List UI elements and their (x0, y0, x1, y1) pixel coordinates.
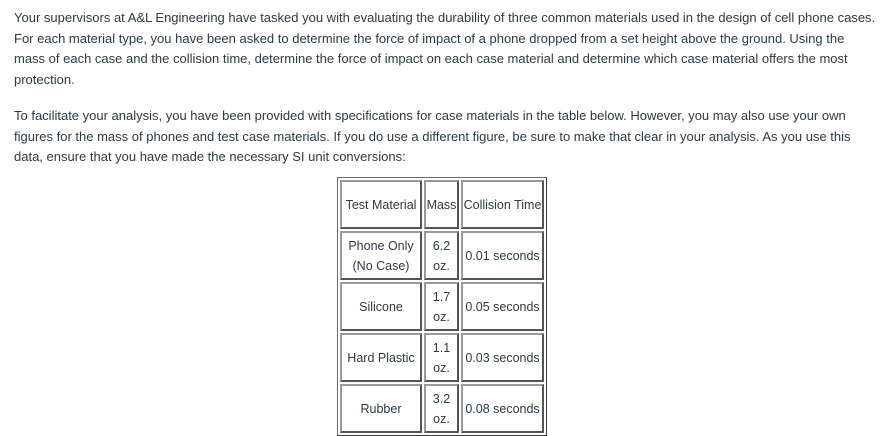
instructions-paragraph: To facilitate your analysis, you have been provided with specifications for case materials in the table below. However, you may also use your own figures for the mass of phones and test case materials. If you do use a different figure, be sure to make that clear in your analysis. As you use this data, ensure that you have made the necessary SI unit conversions: (14, 108, 851, 164)
specifications-table (337, 177, 547, 436)
header-mass: Mass (424, 180, 459, 229)
cell-collision-time: 0.08 seconds (461, 384, 544, 433)
cell-collision-time: 0.01 seconds (461, 231, 544, 280)
header-test-material: Test Material (340, 180, 422, 229)
table-row (340, 333, 544, 382)
cell-material: Hard Plastic (340, 333, 422, 382)
cell-mass: 1.7 oz. (424, 282, 459, 331)
cell-material: Silicone (340, 282, 422, 331)
cell-material: Phone Only (No Case) (340, 231, 422, 280)
table-row (340, 384, 544, 433)
cell-mass: 1.1 oz. (424, 333, 459, 382)
table-row (340, 282, 544, 331)
table-header-row (340, 180, 544, 229)
cell-material: Rubber (340, 384, 422, 433)
cell-collision-time: 0.05 seconds (461, 282, 544, 331)
header-collision-time: Collision Time (461, 180, 544, 229)
intro-paragraph: Your supervisors at A&L Engineering have tasked you with evaluating the durability of three common materials used in the design of cell phone cases. For each material type, you have been asked to determine the force of impact of a phone dropped from a set height above the ground. Using the mass of each case and the collision time, determine the force of impact on each case material and determine which case material offers the most protection. (14, 10, 876, 87)
table-row (340, 231, 544, 280)
cell-mass: 6.2 oz. (424, 231, 459, 280)
specifications-table-wrapper (337, 177, 547, 436)
cell-collision-time: 0.03 seconds (461, 333, 544, 382)
cell-mass: 3.2 oz. (424, 384, 459, 433)
